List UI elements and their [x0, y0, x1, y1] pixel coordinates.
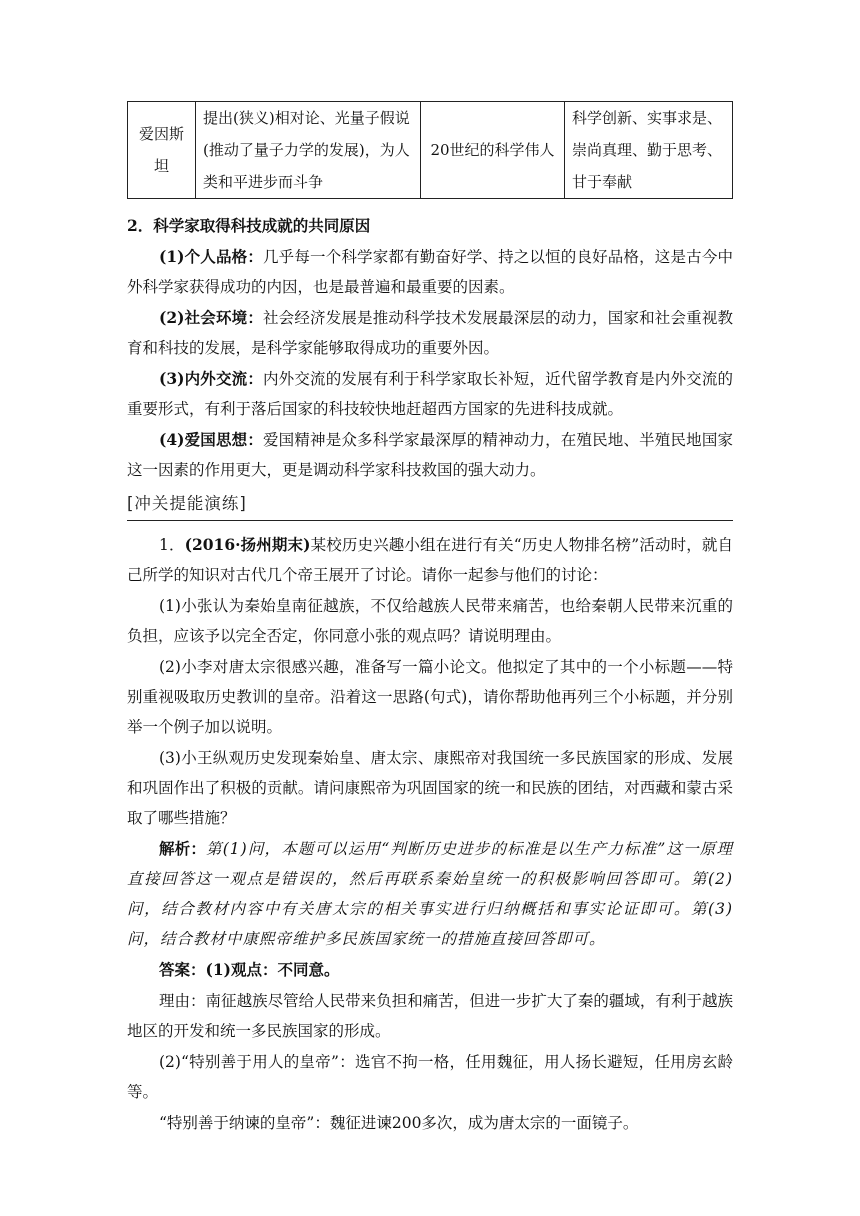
scientist-table	[127, 101, 733, 199]
achievement-line: (推动了量子力学的发展)，为人	[203, 141, 410, 159]
scientist-name-cell: 爱因斯坦	[128, 102, 196, 199]
reason-paragraph: (2)社会环境：社会经济发展是推动科学技术发展最深层的动力，国家和社会重视教育和科技的发展，是科学家能够取得成功的重要外因。	[127, 308, 733, 357]
table-row	[128, 102, 733, 199]
sub-question: (3)小王纵观历史发现秦始皇、唐太宗、康熙帝对我国统一多民族国家的形成、发展和巩固作出了积极的贡献。请问康熙帝为巩固国家的统一和民族的团结，对西藏和蒙古采取了哪些措施？	[127, 749, 733, 827]
spirit-line: 甘于奉献	[572, 173, 633, 191]
spirit-line: 科学创新、实事求是、	[572, 109, 723, 127]
answer-item: (2)“特别善于用人的皇帝”：选官不拘一格，任用魏征，用人扬长避短，任用房玄龄等。	[127, 1053, 733, 1101]
sub-question: (2)小李对唐太宗很感兴趣，准备写一篇小论文。他拟定了其中的一个小标题——特别重视吸取历史教训的皇帝。沿着这一思路(句式)，请你帮助他再列三个小标题，并分别举一个例子加以说明。	[127, 658, 733, 736]
sub-question: (1)小张认为秦始皇南征越族，不仅给越族人民带来痛苦，也给秦朝人民带来沉重的负担，应该予以完全否定，你同意小张的观点吗？请说明理由。	[127, 597, 733, 645]
answer-reason: 理由：南征越族尽管给人民带来负担和痛苦，但进一步扩大了秦的疆域，有利于越族地区的开发和统一多民族国家的形成。	[127, 992, 733, 1040]
answer-item: “特别善于纳谏的皇帝”：魏征进谏200多次，成为唐太宗的一面镜子。	[159, 1114, 639, 1132]
reason-paragraph: (3)内外交流：内外交流的发展有利于科学家取长补短，近代留学教育是内外交流的重要形式，有利于落后国家的科技较快地赶超西方国家的先进科技成就。	[127, 369, 733, 418]
practice-section-header	[127, 490, 733, 521]
question-paragraph: 1．(2016·扬州期末)某校历史兴趣小组在进行有关“历史人物排名榜”活动时，就自己所学的知识对古代几个帝王展开了讨论。请你一起参与他们的讨论：	[127, 535, 733, 584]
answer-label: 答案：	[159, 960, 206, 979]
evaluation-cell: 20世纪的科学伟人	[421, 102, 565, 199]
achievement-line: 类和平进步而斗争	[203, 173, 324, 191]
reason-paragraph: (1)个人品格：几乎每一个科学家都有勤奋好学、持之以恒的良好品格，这是古今中外科学家获得成功的内因，也是最普遍和最重要的因素。	[127, 247, 733, 296]
analysis-paragraph: 解析：第(1)问，本题可以运用“判断历史进步的标准是以生产力标准”这一原理直接回答这一观点是错误的，然后再联系秦始皇统一的积极影响回答即可。第(2)问，结合教材内容中有关唐太宗的相关事实进行归纳概括和事实论证即可。第(3)问，结合教材中康熙帝维护多民族国家统一的措施直接回答即可。	[127, 839, 733, 948]
question-source: (2016·扬州期末)	[184, 535, 311, 554]
reason-paragraph: (4)爱国思想：爱国精神是众多科学家最深厚的精神动力，在殖民地、半殖民地国家这一因素的作用更大，更是调动科学家科技救国的强大动力。	[127, 430, 733, 479]
spirit-line: 崇尚真理、勤于思考、	[572, 141, 723, 159]
practice-title: [冲关提能演练]	[127, 494, 247, 513]
main-content	[127, 211, 733, 1138]
achievement-cell	[196, 102, 421, 199]
section-heading: 2．科学家取得科技成就的共同原因	[127, 216, 371, 235]
achievement-line: 提出(狭义)相对论、光量子假说	[203, 109, 410, 127]
spirit-cell	[565, 102, 733, 199]
answer-paragraph: 答案：(1)观点：不同意。	[159, 960, 340, 979]
analysis-label: 解析：	[159, 839, 207, 858]
